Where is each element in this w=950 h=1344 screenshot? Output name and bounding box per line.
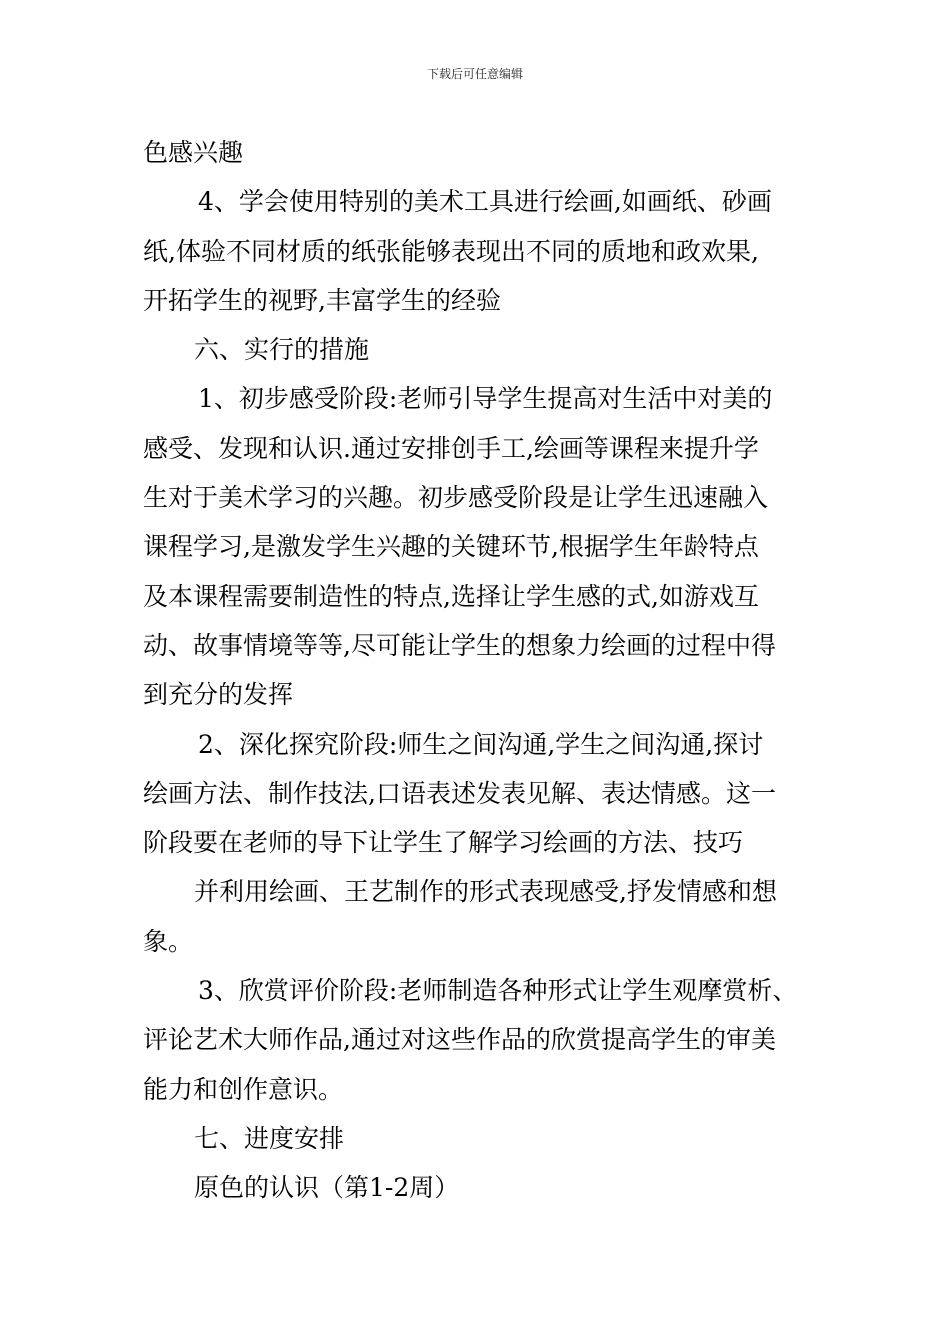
paragraph-line: 能力和创作意识。 bbox=[143, 1074, 344, 1104]
paragraph-line: 绘画方法、制作技法,口语表述发表见解、表达情感。这一 bbox=[143, 778, 776, 808]
paragraph-line: 纸,体验不同材质的纸张能够表现出不同的质地和政欢果, bbox=[143, 236, 759, 266]
paragraph-line: 到充分的发挥 bbox=[143, 680, 294, 710]
paragraph-line: 象。 bbox=[143, 926, 194, 956]
paragraph-line: 2、深化探究阶段:师生之间沟通,学生之间沟通,探讨 bbox=[198, 729, 764, 759]
paragraph-line: 动、故事情境等等,尽可能让学生的想象力绘画的过程中得 bbox=[143, 630, 776, 660]
paragraph-line: 色感兴趣 bbox=[143, 138, 244, 167]
paragraph-line: 开拓学生的视野,丰富学生的经验 bbox=[143, 285, 501, 315]
paragraph-line: 1、初步感受阶段:老师引导学生提高对生活中对美的 bbox=[198, 384, 773, 414]
paragraph-line: 课程学习,是激发学生兴趣的关键环节,根据学生年龄特点 bbox=[143, 532, 759, 562]
paragraph-line: 阶段要在老师的导下让学生了解学习绘画的方法、技巧 bbox=[143, 828, 744, 858]
paragraph-line: 原色的认识（第1-2周） bbox=[194, 1173, 460, 1203]
paragraph-line: 3、欣赏评价阶段:老师制造各种形式让学生观摩赏析、 bbox=[198, 976, 798, 1006]
paragraph-line: 及本课程需要制造性的特点,选择让学生感的式,如游戏互 bbox=[143, 581, 759, 611]
page-header: 下载后可任意编辑 bbox=[426, 67, 523, 81]
section-heading: 七、进度安排 bbox=[194, 1123, 345, 1153]
paragraph-line: 感受、发现和认识.通过安排创手工,绘画等课程来提升学 bbox=[143, 433, 759, 463]
paragraph-line: 4、学会使用特别的美术工具进行绘画,如画纸、砂画 bbox=[198, 187, 772, 217]
paragraph-line: 并利用绘画、王艺制作的形式表现感受,抒发情感和想 bbox=[194, 877, 777, 907]
paragraph-line: 生对于美术学习的兴趣。初步感受阶段是让学生迅速融入 bbox=[143, 483, 769, 513]
paragraph-line: 评论艺术大师作品,通过对这些作品的欣赏提高学生的审美 bbox=[143, 1025, 776, 1055]
document-body bbox=[143, 128, 813, 1213]
section-heading: 六、实行的措施 bbox=[194, 335, 370, 365]
